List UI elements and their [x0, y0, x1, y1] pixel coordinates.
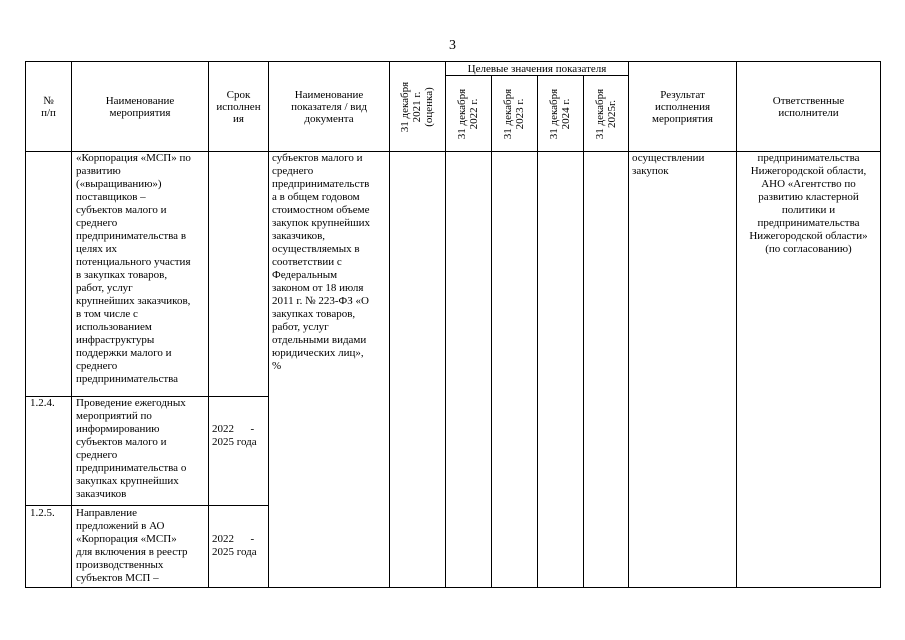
header-responsible: Ответственные исполнители	[772, 94, 845, 119]
row-125-activity: Направление предложений в АО «Корпорация «МСП» для включения в реестр производственных субъектов МСП –	[76, 507, 188, 584]
header-2022: 31 декабря 2022 г.	[456, 88, 481, 139]
table-bottom-border	[25, 587, 880, 588]
col-border-right	[880, 61, 881, 588]
row-125-deadline: 2022 - 2025 года	[212, 533, 257, 558]
col-border-8	[583, 75, 584, 588]
row-divider-125	[25, 505, 268, 506]
cont-responsible-text: предпринимательства Нижегородской области, АНО «Агентство по развитию кластерной политики и предпринимательства Нижегородской области» (по согласованию)	[749, 152, 868, 255]
row-124-deadline: 2022 - 2025 года	[212, 423, 257, 448]
col-border-7	[537, 75, 538, 588]
page-number: 3	[449, 38, 456, 53]
header-number: № п/п	[41, 94, 56, 119]
cont-indicator-text: субъектов малого и среднего предпринимательств а в общем годовом стоимостном объеме закупок крупнейших заказчиков, осуществляемых в соответствии с Федеральным законом от 18 июля 2011 г. № 223-ФЗ «О закупках товаров, работ, услуг отдельными видами юридических лиц», %	[272, 152, 370, 372]
header-estimate-2021: 31 декабря 2021 г. (оценка)	[399, 81, 436, 132]
col-border-6	[491, 75, 492, 588]
row-125-number: 1.2.5.	[30, 507, 55, 519]
header-2023: 31 декабря 2023 г.	[502, 88, 527, 139]
header-result: Результат исполнения мероприятия	[652, 88, 713, 125]
header-indicator: Наименование показателя / вид документа	[291, 88, 367, 125]
cont-result-text: осуществлении закупок	[632, 152, 705, 177]
row-124-number: 1.2.4.	[30, 397, 55, 409]
header-2024: 31 декабря 2024 г.	[548, 88, 573, 139]
cont-activity-text: «Корпорация «МСП» по развитию («выращиванию») поставщиков – субъектов малого и среднего предпринимательства в целях их потенциального участия в закупках товаров, работ, услуг крупнейших заказчиков, в том числе с использованием инфраструктуры поддержки малого и среднего предпринимательства	[76, 152, 191, 385]
header-targets-title: Целевые значения показателя	[467, 62, 607, 75]
header-deadline: Срок исполнен ия	[216, 88, 261, 125]
row-124-activity: Проведение ежегодных мероприятий по информированию субъектов малого и среднего предпринимательства о закупках крупнейших заказчиков	[76, 397, 187, 500]
header-activity: Наименование мероприятия	[105, 94, 175, 119]
header-2025: 31 декабря 2025г.	[594, 88, 619, 139]
